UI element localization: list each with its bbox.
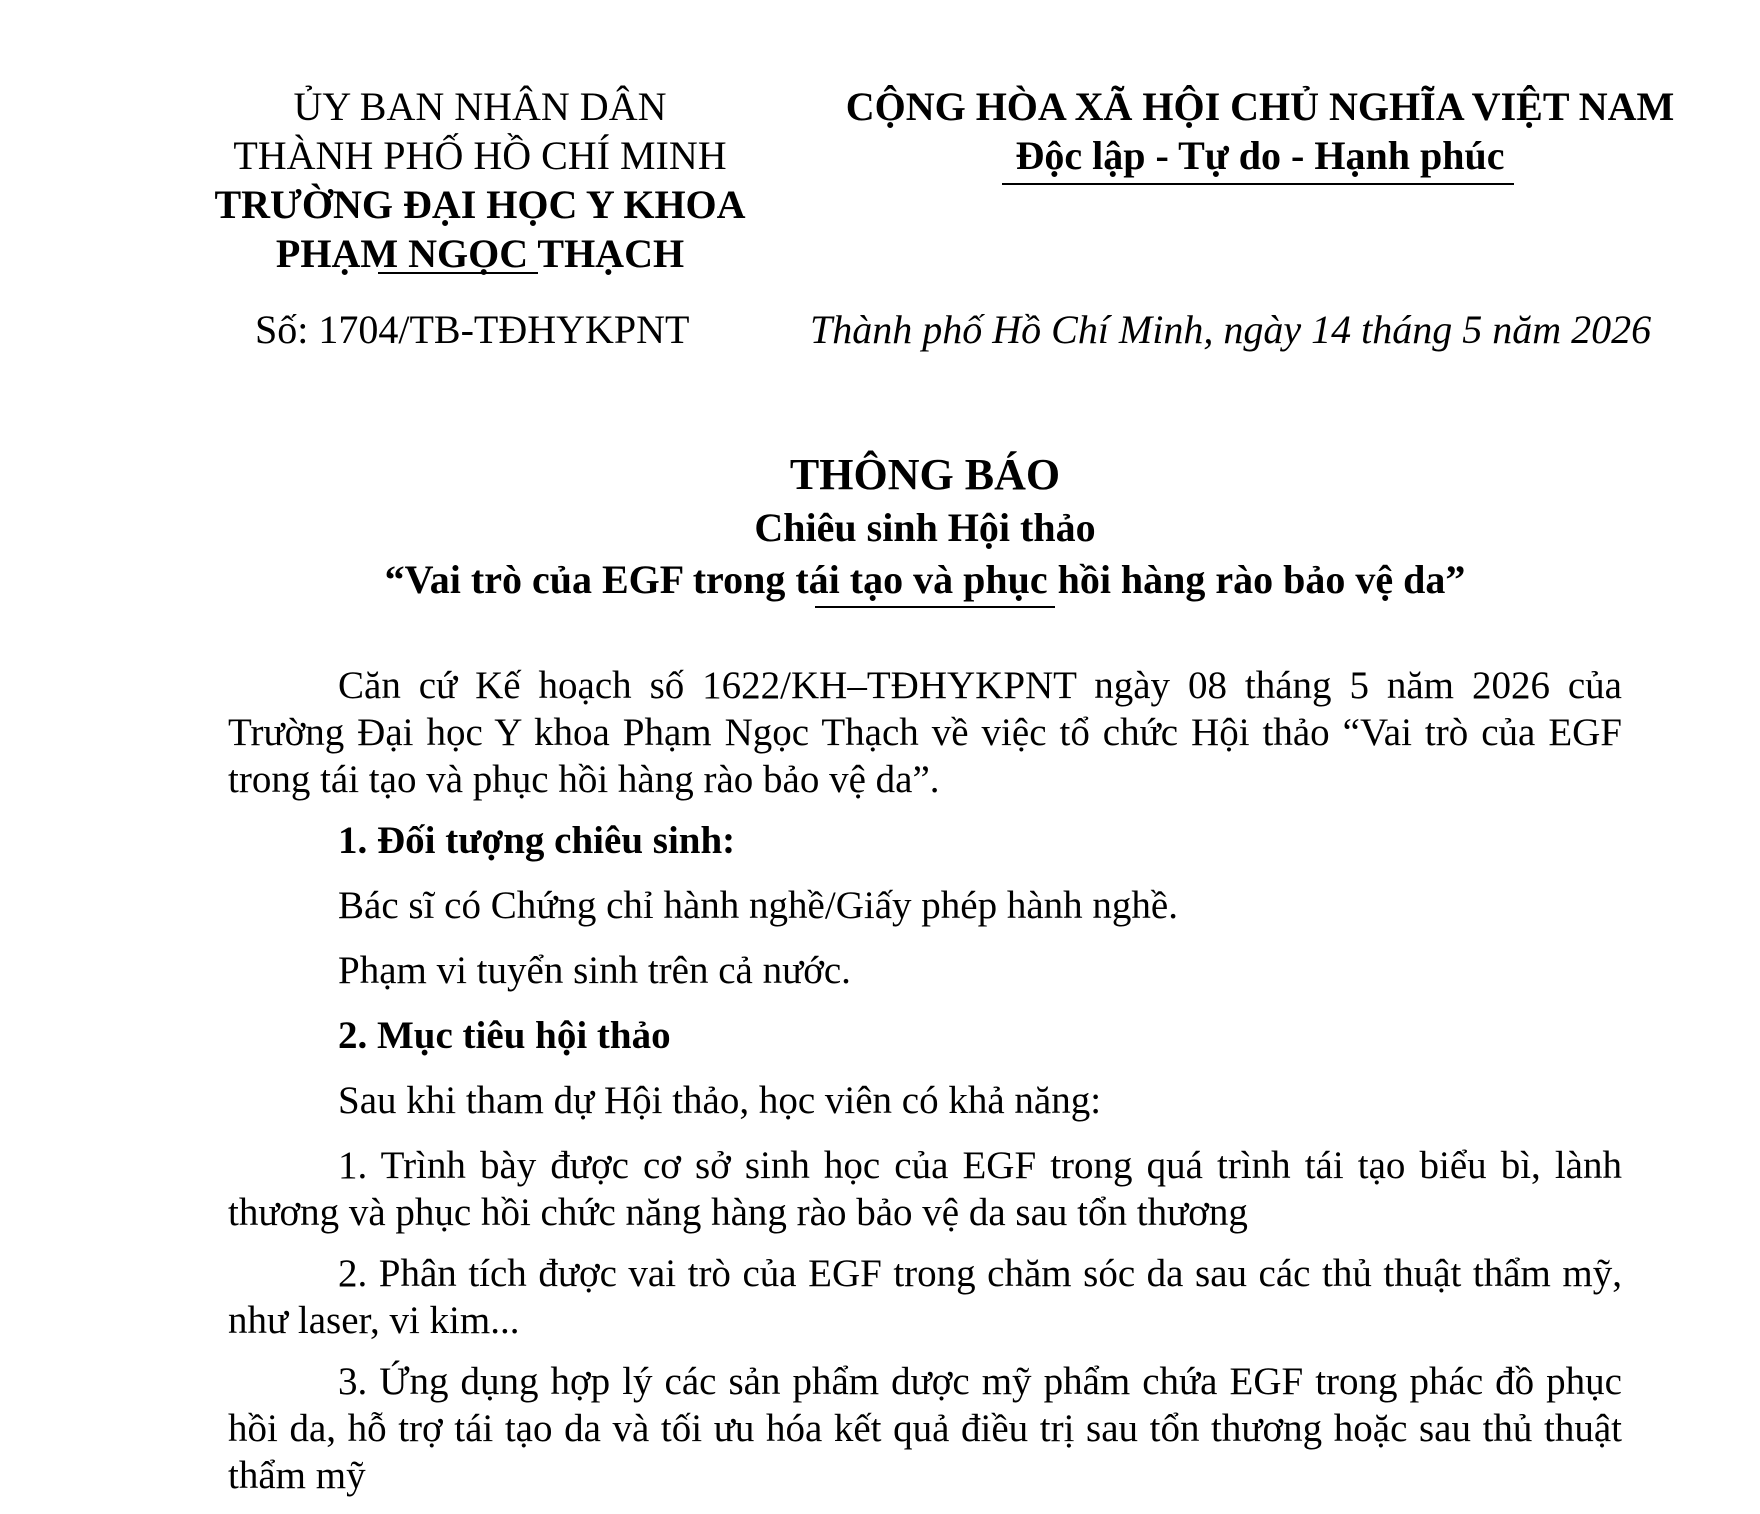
- title-underline: [815, 606, 1055, 608]
- national-title: CỘNG HÒA XÃ HỘI CHỦ NGHĨA VIỆT NAM: [845, 84, 1675, 129]
- legal-basis-paragraph: Căn cứ Kế hoạch số 1622/KH–TĐHYKPNT ngày 08 tháng 5 năm 2026 của Trường Đại học Y khoa Phạm Ngọc Thạch về việc tổ chức Hội thảo “Vai trò của EGF trong tái tạo và phục hồi hàng rào bảo vệ da”.: [228, 664, 1622, 801]
- authority-line-3: TRƯỜNG ĐẠI HỌC Y KHOA: [214, 182, 746, 227]
- document-body: [228, 662, 1622, 1513]
- seminar-topic: “Vai trò của EGF trong tái tạo và phục hồi hàng rào bảo vệ da”: [384, 557, 1466, 602]
- issuing-authority-block: [150, 82, 810, 278]
- section-1-heading: 1. Đối tượng chiêu sinh:: [338, 819, 736, 862]
- national-motto-block: [820, 82, 1700, 180]
- document-number: Số: 1704/TB-TĐHYKPNT: [255, 307, 690, 352]
- title-block: [0, 448, 1760, 606]
- motto-underline: [1002, 183, 1514, 185]
- authority-line-4: PHẠM NGỌC THẠCH: [275, 231, 685, 276]
- document-subtitle: Chiêu sinh Hội thảo: [754, 505, 1096, 550]
- document-type-title: THÔNG BÁO: [789, 450, 1061, 499]
- section-2-heading: 2. Mục tiêu hội thảo: [338, 1014, 671, 1057]
- authority-line-1: ỦY BAN NHÂN DÂN: [293, 84, 667, 129]
- national-motto: Độc lập - Tự do - Hạnh phúc: [1015, 133, 1505, 178]
- objective-item: 2. Phân tích được vai trò của EGF trong chăm sóc da sau các thủ thuật thẩm mỹ, như laser, vi kim...: [228, 1252, 1622, 1342]
- section-1-line-2: Phạm vi tuyển sinh trên cả nước.: [338, 949, 851, 992]
- place-and-date: Thành phố Hồ Chí Minh, ngày 14 tháng 5 năm 2026: [810, 307, 1652, 352]
- objective-item: 3. Ứng dụng hợp lý các sản phẩm dược mỹ phẩm chứa EGF trong phác đồ phục hồi da, hỗ trợ tái tạo da và tối ưu hóa kết quả điều trị sau tổn thương hoặc sau thủ thuật thẩm mỹ: [228, 1360, 1622, 1497]
- authority-line-2: THÀNH PHỐ HỒ CHÍ MINH: [233, 133, 727, 178]
- objective-item: 1. Trình bày được cơ sở sinh học của EGF trong quá trình tái tạo biểu bì, lành thương và phục hồi chức năng hàng rào bảo vệ da sau tổn thương: [228, 1144, 1622, 1234]
- section-2-intro: Sau khi tham dự Hội thảo, học viên có khả năng:: [338, 1079, 1102, 1122]
- section-1-line-1: Bác sĩ có Chứng chỉ hành nghề/Giấy phép hành nghề.: [338, 884, 1178, 927]
- authority-underline: [378, 272, 538, 274]
